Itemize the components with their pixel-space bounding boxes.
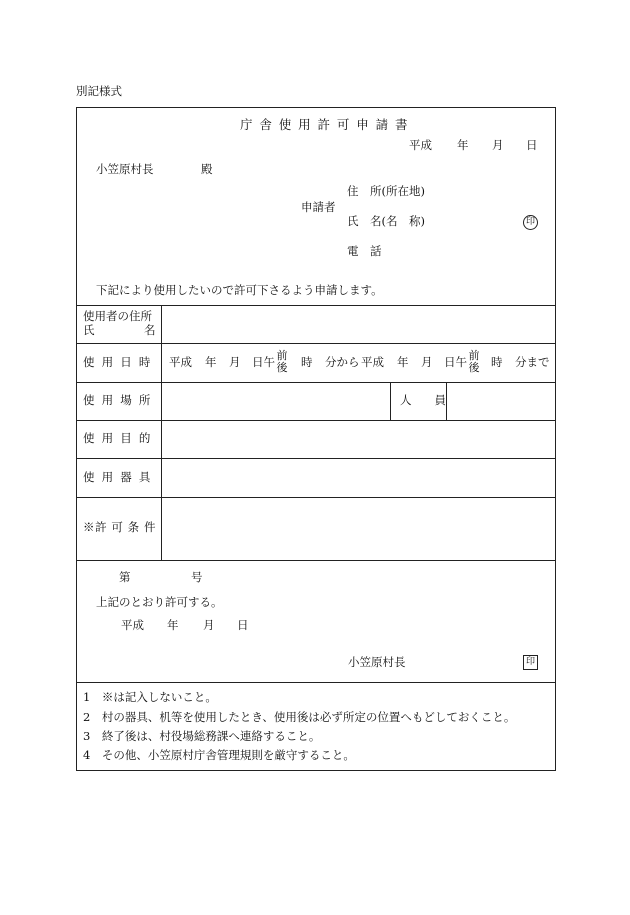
permit-date-day: 日: [237, 618, 249, 632]
addressee-honorific: 殿: [201, 162, 213, 176]
row-label-use-purpose: 使 用 目 的: [83, 431, 153, 445]
note-item: 3 終了後は、村役場総務課へ連絡すること。: [83, 729, 321, 743]
permit-number-prefix: 第: [119, 570, 131, 584]
row-divider: [76, 497, 556, 498]
row-label-conditions: ※許 可 条 件: [83, 520, 157, 534]
dt-ampm-1-bottom: 後: [276, 361, 288, 374]
dt-ampm-1-top: 前: [276, 349, 288, 362]
dt-year-2: 年: [397, 355, 409, 369]
row-label-use-place: 使 用 場 所: [83, 393, 153, 407]
column-divider: [390, 382, 391, 420]
dt-year-1: 年: [205, 355, 217, 369]
dt-min-2: 分まで: [515, 355, 550, 369]
permit-number-suffix: 号: [191, 570, 203, 584]
row-label-user-address: 使用者の住所: [83, 309, 152, 323]
seal-square-icon: 印: [523, 655, 538, 670]
row-divider: [76, 343, 556, 344]
persons-label: 人 員: [400, 393, 446, 407]
dt-era-1: 平成: [169, 355, 192, 369]
date-month: 月: [492, 138, 504, 152]
dt-ampm-2-top: 前: [468, 349, 480, 362]
row-divider: [76, 305, 556, 306]
dt-day-1: 日午: [252, 355, 275, 369]
dt-day-2: 日午: [444, 355, 467, 369]
column-divider: [446, 382, 447, 420]
permit-date-year: 年: [167, 618, 179, 632]
date-era: 平成: [409, 138, 432, 152]
note-item: 4 その他、小笠原村庁舎管理規則を厳守すること。: [83, 748, 355, 762]
note-item: 2 村の器具、机等を使用したとき、使用後は必ず所定の位置へもどしておくこと。: [83, 710, 516, 724]
date-day: 日: [526, 138, 538, 152]
row-label-use-datetime: 使 用 日 時: [83, 355, 153, 369]
row-divider: [76, 682, 556, 683]
addressee-name: 小笠原村長: [96, 162, 154, 176]
dt-ampm-2: [467, 350, 481, 374]
dt-ampm-1: [275, 350, 289, 374]
dt-month-2: 月: [421, 355, 433, 369]
dt-hour-1: 時: [301, 355, 313, 369]
dt-hour-2: 時: [491, 355, 503, 369]
row-divider: [76, 420, 556, 421]
row-divider: [76, 382, 556, 383]
form-title: 庁舎使用許可申請書: [240, 117, 415, 132]
applicant-name-label: 氏 名(名 称): [347, 214, 425, 228]
date-year: 年: [457, 138, 469, 152]
row-divider: [76, 560, 556, 561]
dt-month-1: 月: [229, 355, 241, 369]
dt-era-2: 平成: [361, 355, 384, 369]
permit-date-era: 平成: [121, 618, 144, 632]
seal-icon: 印: [523, 215, 538, 230]
form-label: 別記様式: [76, 84, 122, 98]
request-text: 下記により使用したいので許可下さるよう申請します。: [96, 283, 383, 297]
applicant-address-label: 住 所(所在地): [347, 184, 425, 198]
applicant-phone-label: 電 話: [347, 244, 382, 258]
permit-text: 上記のとおり許可する。: [96, 595, 223, 609]
permit-date-month: 月: [203, 618, 215, 632]
permit-issuer: 小笠原村長: [348, 655, 406, 669]
note-item: 1 ※は記入しないこと。: [83, 690, 217, 704]
dt-min-1: 分から: [325, 355, 360, 369]
row-label-use-equipment: 使 用 器 具: [83, 470, 153, 484]
column-divider: [161, 305, 162, 560]
row-label-user-name-b: 名: [144, 323, 156, 337]
row-divider: [76, 458, 556, 459]
dt-ampm-2-bottom: 後: [468, 361, 480, 374]
applicant-label: 申請者: [301, 200, 336, 214]
row-label-user-name-a: 氏: [83, 323, 95, 337]
